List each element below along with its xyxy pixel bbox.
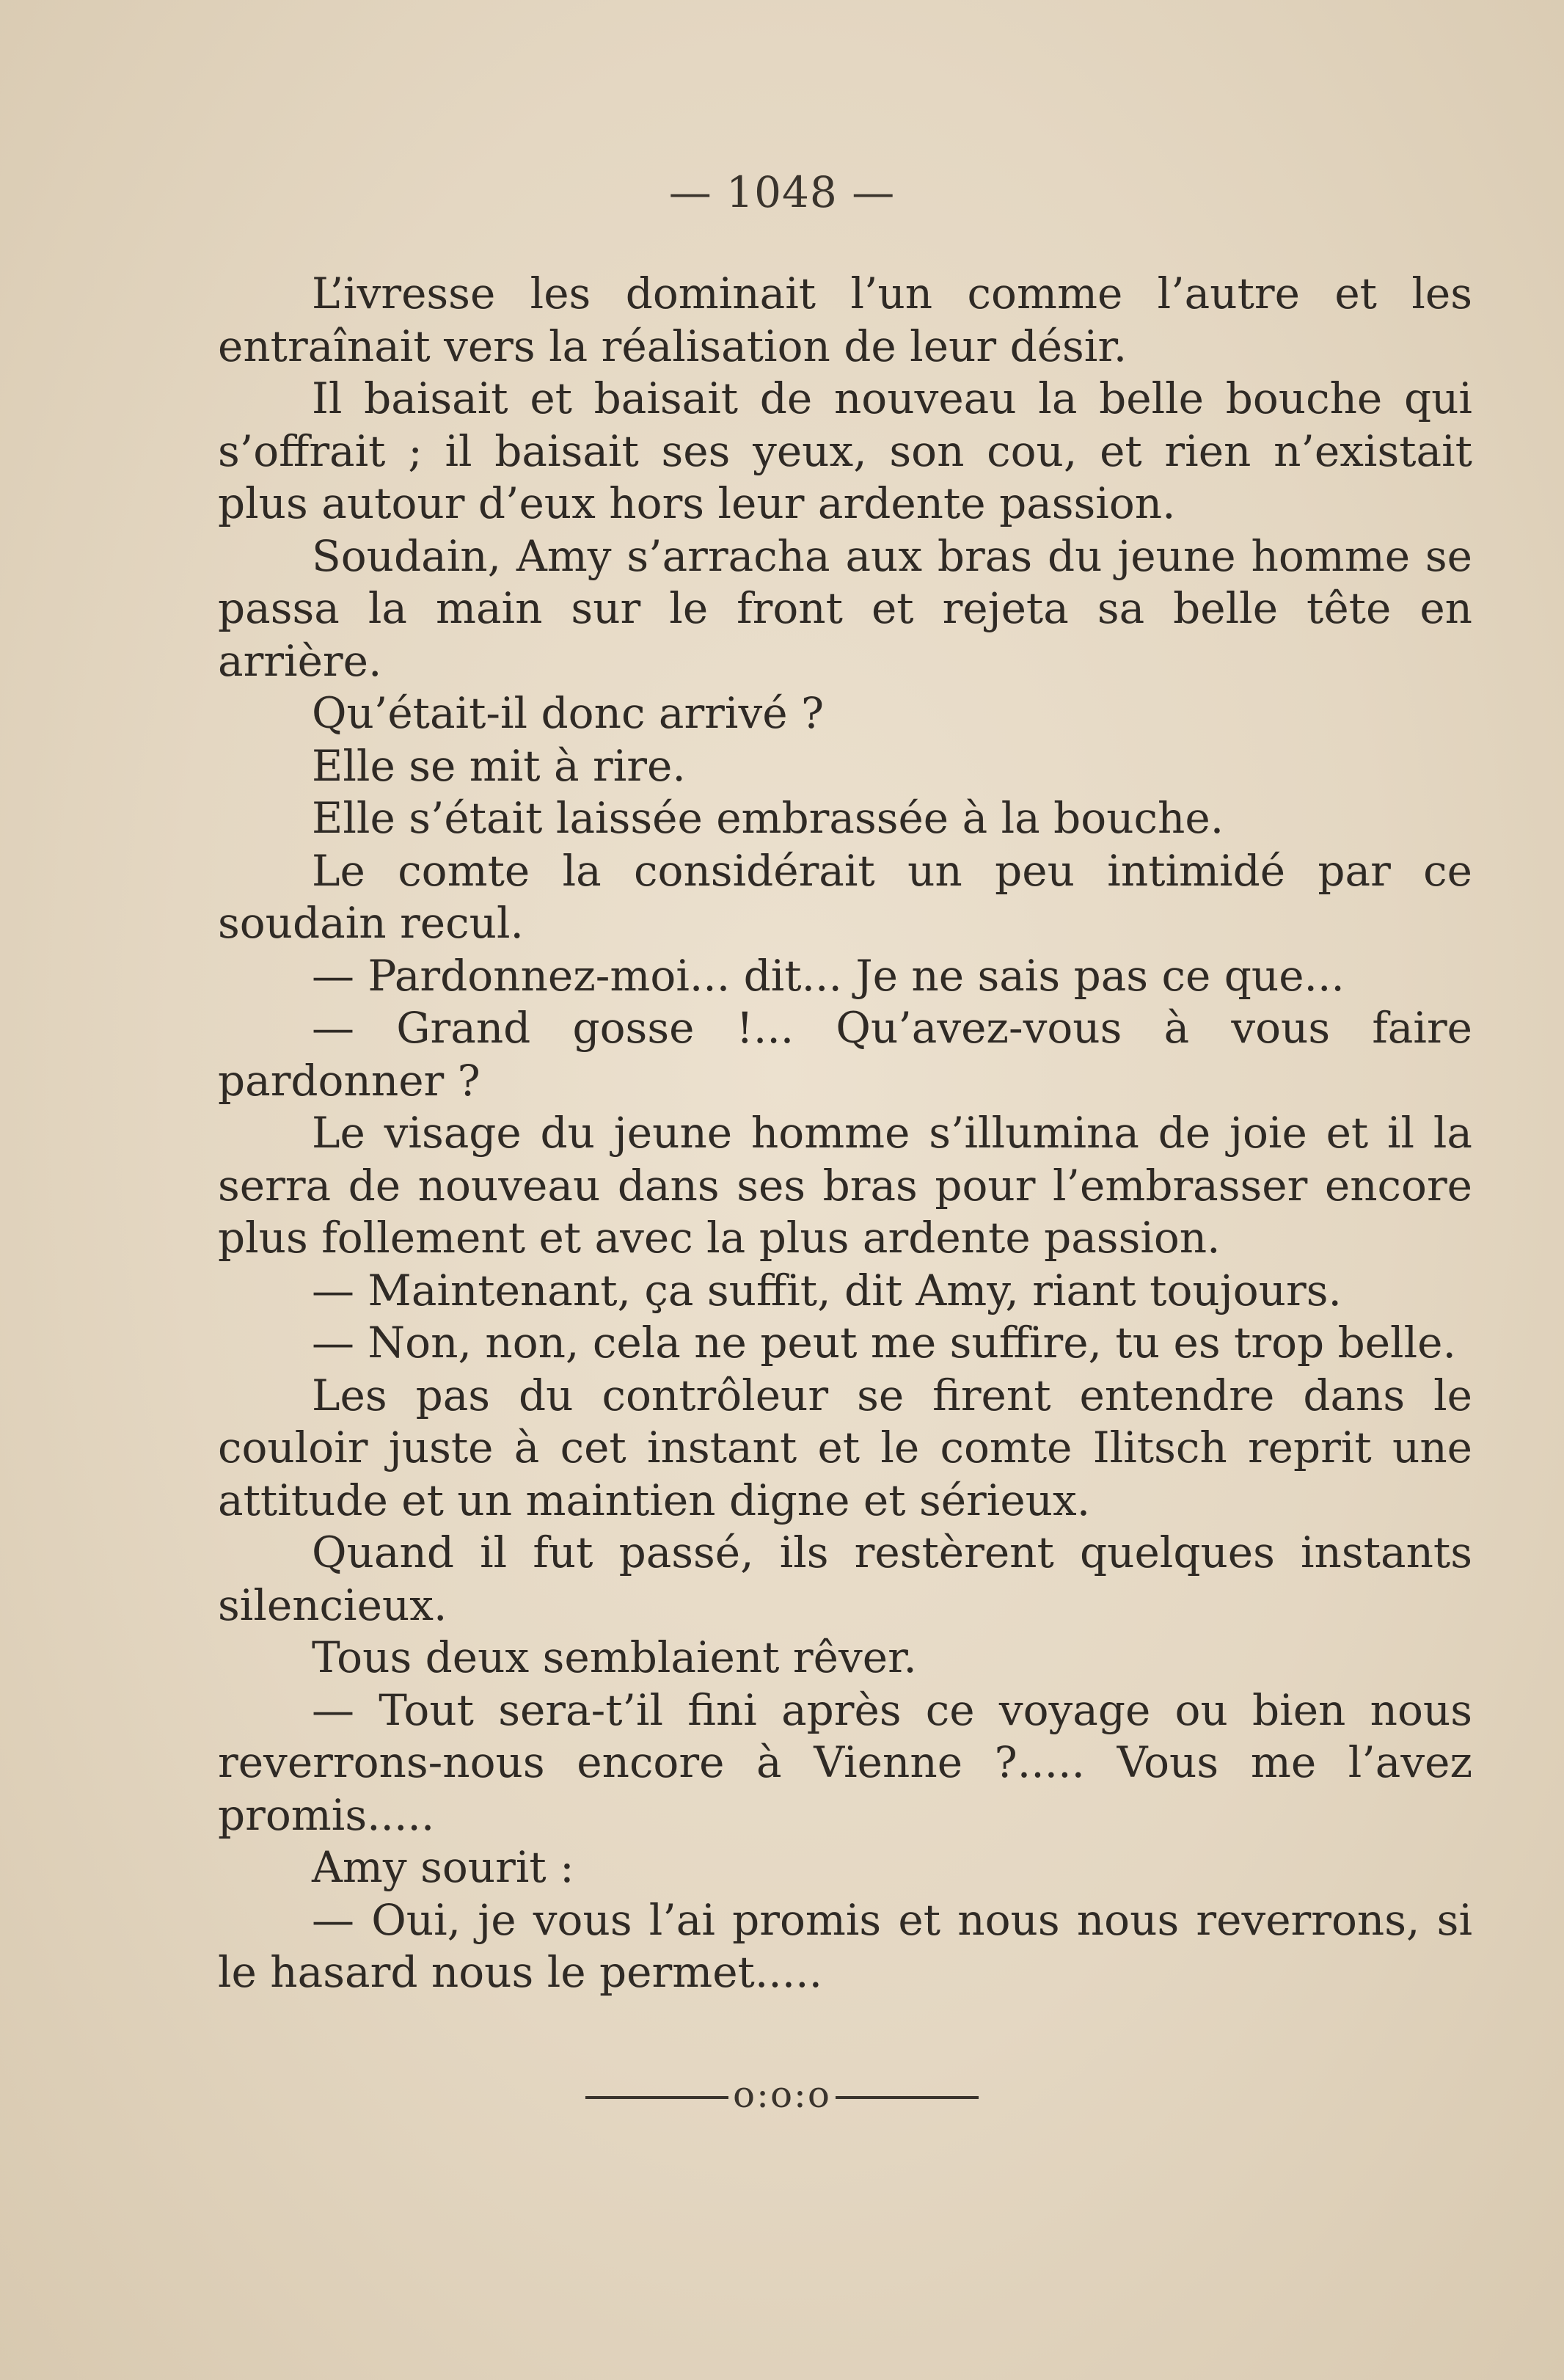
paragraph: — Oui, je vous l’ai promis et nous nous reverrons, si le hasard nous le permet..... bbox=[218, 1894, 1472, 1997]
body-text bbox=[218, 268, 1472, 1999]
paragraph: Elle s’était laissée embrassée à la bouche. bbox=[312, 793, 1224, 843]
paragraph: Le comte la considérait un peu intimidé par ce soudain recul. bbox=[218, 845, 1472, 948]
paragraph: — Maintenant, ça suffit, dit Amy, riant toujours. bbox=[312, 1265, 1342, 1315]
separator-ornament: o:o:o bbox=[733, 2073, 831, 2116]
paragraph: L’ivresse les dominait l’un comme l’autre et les entraînait vers la réalisation de leur désir. bbox=[218, 269, 1472, 371]
separator-rule-left bbox=[585, 2096, 728, 2099]
page-number: — 1048 — bbox=[668, 167, 896, 217]
paragraph: Elle se mit à rire. bbox=[312, 740, 686, 791]
paragraph: Il baisait et baisait de nouveau la belle bouche qui s’offrait ; il baisait ses yeux, son cou, et rien n’existait plus autour d’eux hors leur ardente passion. bbox=[218, 373, 1472, 528]
paragraph: — Tout sera-t’il fini après ce voyage ou bien nous reverrons-nous encore à Vienne ?..... Vous me l’avez promis..... bbox=[218, 1684, 1472, 1840]
paragraph: Le visage du jeune homme s’illumina de joie et il la serra de nouveau dans ses bras pour l’embrasser encore plus follement et avec la plus ardente passion. bbox=[218, 1108, 1472, 1263]
paragraph: Tous deux semblaient rêver. bbox=[312, 1632, 917, 1682]
paragraph: Les pas du contrôleur se firent entendre dans le couloir juste à cet instant et le comte Ilitsch reprit une attitude et un maintien digne et sérieux. bbox=[218, 1370, 1472, 1525]
paragraph: — Pardonnez-moi... dit... Je ne sais pas ce que... bbox=[312, 950, 1345, 1001]
paragraph: Soudain, Amy s’arracha aux bras du jeune homme se passa la main sur le front et rejeta sa belle tête en arrière. bbox=[218, 530, 1472, 686]
paragraph: Amy sourit : bbox=[312, 1842, 574, 1892]
paragraph: Quand il fut passé, ils restèrent quelques instants silencieux. bbox=[218, 1527, 1472, 1630]
end-separator bbox=[0, 2073, 1564, 2116]
separator-rule-right bbox=[836, 2096, 979, 2099]
paragraph: — Grand gosse !... Qu’avez-vous à vous faire pardonner ? bbox=[218, 1003, 1472, 1106]
paragraph: Qu’était-il donc arrivé ? bbox=[312, 688, 825, 738]
paragraph: — Non, non, cela ne peut me suffire, tu es trop belle. bbox=[312, 1318, 1456, 1368]
